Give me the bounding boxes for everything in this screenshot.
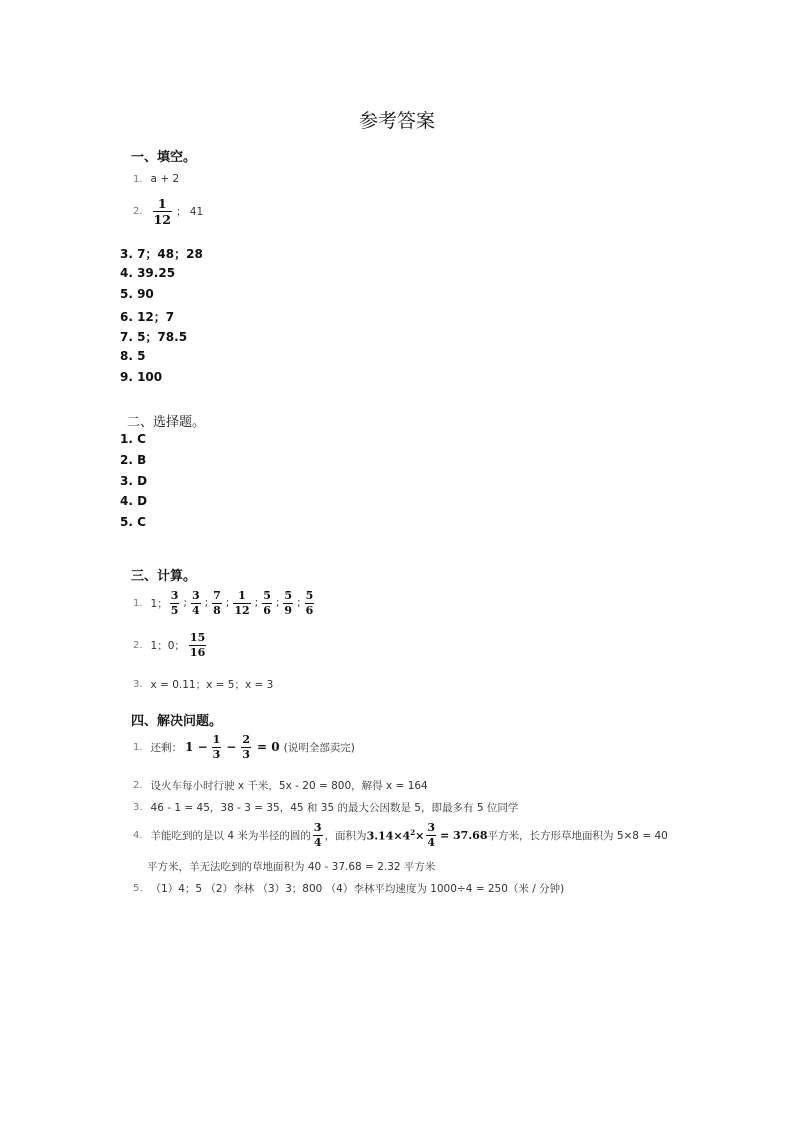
answer-4-2 <box>133 778 428 793</box>
denominator: 3 <box>242 747 251 761</box>
fraction <box>212 734 222 760</box>
answer-1-9: 9. 100 <box>120 370 163 384</box>
answer-text: ，面积为 <box>324 829 367 842</box>
item-number: 3. <box>133 802 143 813</box>
denominator: 3 <box>212 747 221 761</box>
answer-2-2: 2. B <box>120 453 147 467</box>
answer-2-3: 3. D <box>120 474 148 488</box>
answer-1-6: 6. 12；7 <box>120 310 175 324</box>
math-exponent: 2 <box>410 827 416 837</box>
answer-text: 46 - 1 = 45，38 - 3 = 35，45 和 35 的最大公因数是 5，即最多有 5 位同学 <box>150 802 519 814</box>
section-heading-calc: 三、计算。 <box>131 569 197 584</box>
numerator: 3 <box>313 821 322 834</box>
answer-1-7: 7. 5；78.5 <box>120 330 188 344</box>
fraction <box>153 197 172 226</box>
fraction <box>212 590 222 616</box>
answer-3-1: 1. 1； $\frac{3}{5}$ ; $\frac{3}{4}$ ; $\frac{7}{8}$ ; $\frac{1}{12}$ ; $\frac{5}{6}$ ; $\frac{5}{9}$ ; $\frac{5}{6}$ <box>133 589 314 617</box>
answer-1-5: 5. 90 <box>120 287 154 301</box>
numerator: 1 <box>238 589 246 602</box>
answer-text: ； 41 <box>175 206 204 219</box>
math-term <box>367 828 425 843</box>
answer-lead: 1；0； <box>150 639 185 652</box>
item-number: 2. <box>133 206 143 218</box>
answer-text: 平方米，长方形草地面积为 5×8 = 40 <box>487 829 668 842</box>
denominator: 12 <box>153 212 171 228</box>
answer-4-4 <box>133 822 668 848</box>
item-number: 1. <box>133 597 143 609</box>
numerator: 3 <box>170 589 179 602</box>
math-result: = 0 <box>257 740 280 755</box>
numerator: 15 <box>189 631 206 644</box>
answer-2-5: 5. C <box>120 515 146 529</box>
answer-4-3 <box>133 800 518 815</box>
fraction <box>313 822 323 848</box>
denominator: 8 <box>213 603 221 617</box>
denominator: 9 <box>284 603 293 617</box>
math-result: = 37.68 <box>439 828 488 842</box>
item-number: 4. <box>133 829 143 841</box>
answer-4-1 <box>133 734 355 760</box>
page-title: 参考答案 <box>358 110 435 132</box>
math-term: 1 − <box>185 740 208 755</box>
answer-text: a + 2 <box>150 173 180 185</box>
section-heading-problems: 四、解决问题。 <box>131 714 223 729</box>
fraction <box>262 590 272 616</box>
numerator: 2 <box>242 733 251 746</box>
item-number: 2. <box>133 780 143 791</box>
math-base: 3.14×4 <box>366 829 411 843</box>
answer-text: 羊能吃到的是以 4 米为半径的圆的 <box>150 829 311 842</box>
answer-1-3: 3. 7；48；28 <box>120 247 203 261</box>
fraction <box>426 822 436 848</box>
answer-text: （1）4；5 （2）李林 （3）3；800 （4）李林平均速度为 1000÷4 = 250（米 / 分钟) <box>150 883 565 895</box>
fraction <box>189 632 206 658</box>
answer-1-4: 4. 39.25 <box>120 266 176 280</box>
answer-note: (说明全部卖完) <box>283 741 355 754</box>
answer-3-3 <box>133 677 273 692</box>
denominator: 12 <box>234 603 250 617</box>
answer-1-2 <box>133 197 203 226</box>
answer-1-8: 8. 5 <box>120 349 146 363</box>
answer-4-4-line2: 平方米，羊无法吃到的草地面积为 40 - 37.68 = 2.32 平方米 <box>147 861 436 873</box>
answer-4-5 <box>133 881 564 896</box>
denominator: 4 <box>191 603 200 617</box>
fraction <box>305 590 315 616</box>
fraction <box>191 590 201 616</box>
denominator: 6 <box>263 603 271 617</box>
section-heading-choice: 二、选择题。 <box>127 415 206 430</box>
item-number: 5. <box>133 883 143 894</box>
answer-lead: 1； <box>150 597 168 610</box>
answer-lead: 还剩： <box>150 741 183 754</box>
answer-1-1 <box>133 173 179 185</box>
numerator: 5 <box>284 589 293 602</box>
numerator: 5 <box>305 589 314 602</box>
answer-text: x = 0.11；x = 5；x = 3 <box>150 679 274 691</box>
answer-3-2 <box>133 632 208 658</box>
denominator: 4 <box>313 835 322 849</box>
answer-2-1: 1. C <box>120 432 146 446</box>
numerator: 1 <box>157 196 167 211</box>
numerator: 1 <box>212 733 221 746</box>
denominator: 6 <box>305 603 314 617</box>
math-operator: × <box>415 829 425 843</box>
section-heading-fill-blank: 一、填空。 <box>131 150 197 165</box>
answer-text: 设火车每小时行驶 x 千米，5x - 20 = 800，解得 x = 164 <box>150 780 428 792</box>
item-number: 2. <box>133 639 143 651</box>
fraction <box>233 590 250 616</box>
item-number: 1. <box>133 741 143 753</box>
fraction <box>170 590 180 616</box>
numerator: 5 <box>263 589 271 602</box>
fraction <box>283 590 293 616</box>
fraction <box>241 734 251 760</box>
answer-2-4: 4. D <box>120 494 148 508</box>
numerator: 3 <box>427 821 435 834</box>
denominator: 16 <box>189 645 206 659</box>
denominator: 5 <box>170 603 179 617</box>
item-number: 1. <box>133 173 143 185</box>
math-operator: − <box>226 740 237 755</box>
numerator: 7 <box>213 589 221 602</box>
numerator: 3 <box>191 589 200 602</box>
item-number: 3. <box>133 679 143 690</box>
denominator: 4 <box>427 835 435 849</box>
